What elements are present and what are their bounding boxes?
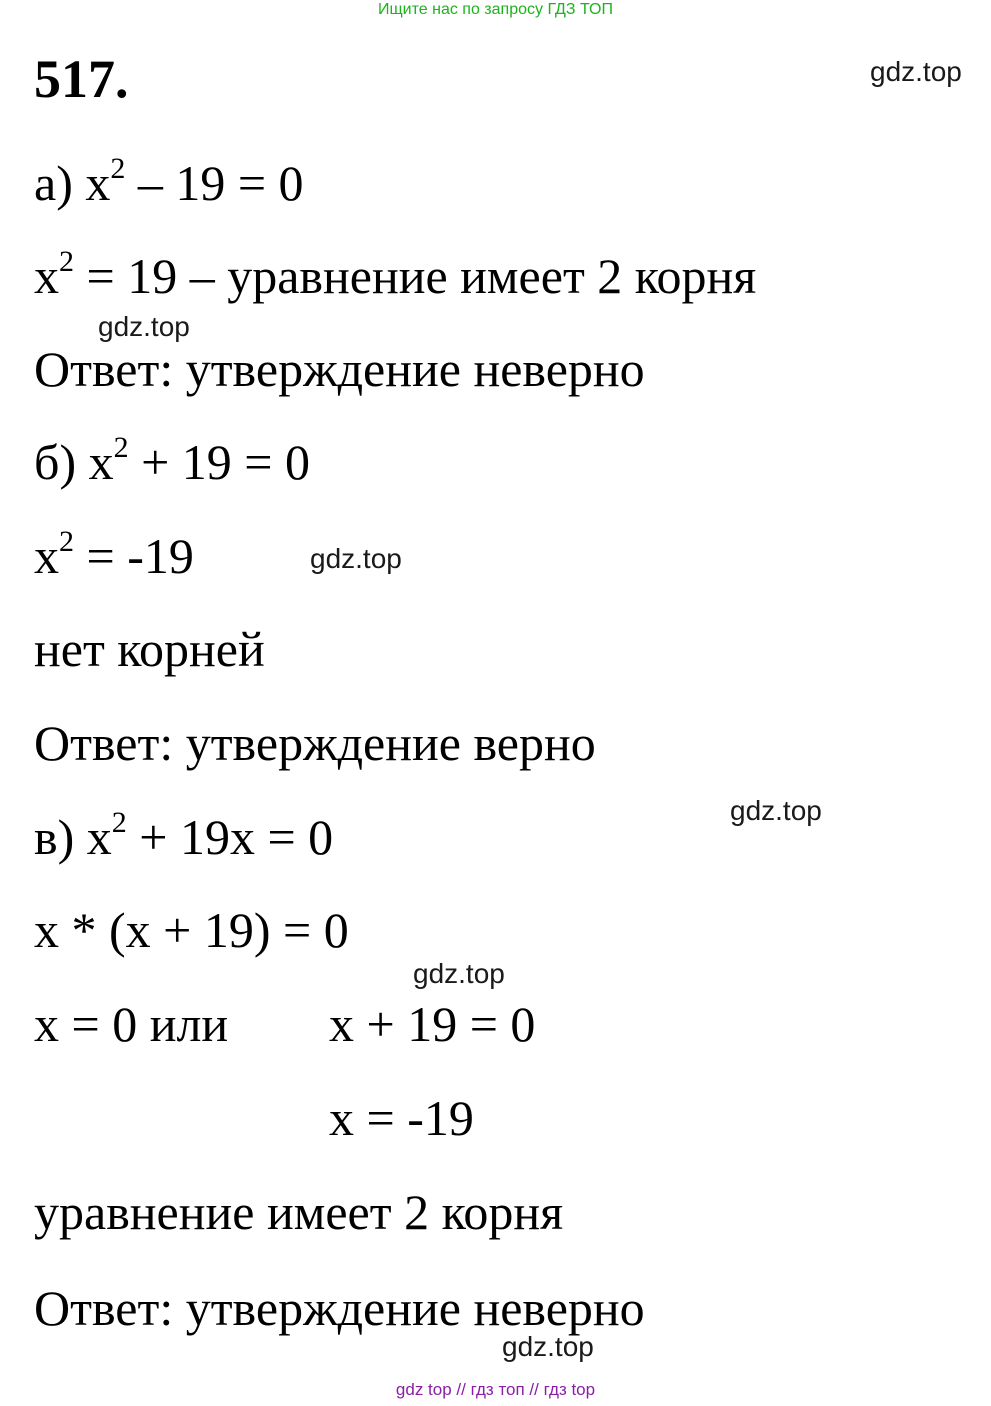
line-a-rest: – 19 = 0 [125, 155, 304, 211]
line-b-solution [34, 525, 194, 584]
line-a-equation [34, 152, 304, 211]
bottom-banner: gdz top // гдз топ // гдз top [395, 1380, 596, 1399]
line-a-answer: Ответ: утверждение неверно [34, 341, 645, 397]
line-b-no-roots: нет корней [34, 621, 265, 677]
line-a-solution-rest: = 19 – уравнение имеет 2 корня [74, 248, 757, 304]
line-c-conclusion: уравнение имеет 2 корня [34, 1184, 564, 1240]
watermark: gdz.top [98, 311, 190, 342]
exponent: 2 [113, 431, 129, 464]
exponent: 2 [59, 245, 74, 278]
line-c-equation [34, 806, 334, 865]
line-c-answer: Ответ: утверждение неверно [34, 1280, 645, 1336]
line-a-label: а) x [34, 155, 111, 211]
line-c-rest: + 19x = 0 [126, 809, 334, 865]
line-b-answer: Ответ: утверждение верно [34, 715, 596, 771]
line-c-case-2: x + 19 = 0 [329, 996, 536, 1052]
variable: x [34, 248, 59, 304]
line-b-equation [34, 431, 310, 490]
line-c-root: x = -19 [329, 1090, 474, 1146]
line-b-label: б) x [34, 434, 114, 490]
exponent: 2 [111, 806, 127, 839]
top-banner: Ищите нас по запросу ГДЗ ТОП [378, 1, 613, 18]
line-b-rest: + 19 = 0 [128, 434, 310, 490]
watermark: gdz.top [413, 958, 505, 989]
watermark: gdz.top [870, 56, 962, 87]
line-c-case-1: x = 0 или [34, 996, 229, 1052]
line-b-solution-rest: = -19 [74, 528, 194, 584]
exponent: 2 [110, 152, 126, 185]
line-c-factored: x * (x + 19) = 0 [34, 902, 349, 958]
exponent: 2 [59, 525, 74, 558]
watermark: gdz.top [502, 1331, 594, 1362]
problem-number: 517. [34, 49, 129, 109]
line-a-solution [34, 245, 757, 304]
watermark: gdz.top [310, 543, 402, 574]
variable: x [34, 528, 59, 584]
line-c-label: в) x [34, 809, 112, 865]
watermark: gdz.top [730, 795, 822, 826]
